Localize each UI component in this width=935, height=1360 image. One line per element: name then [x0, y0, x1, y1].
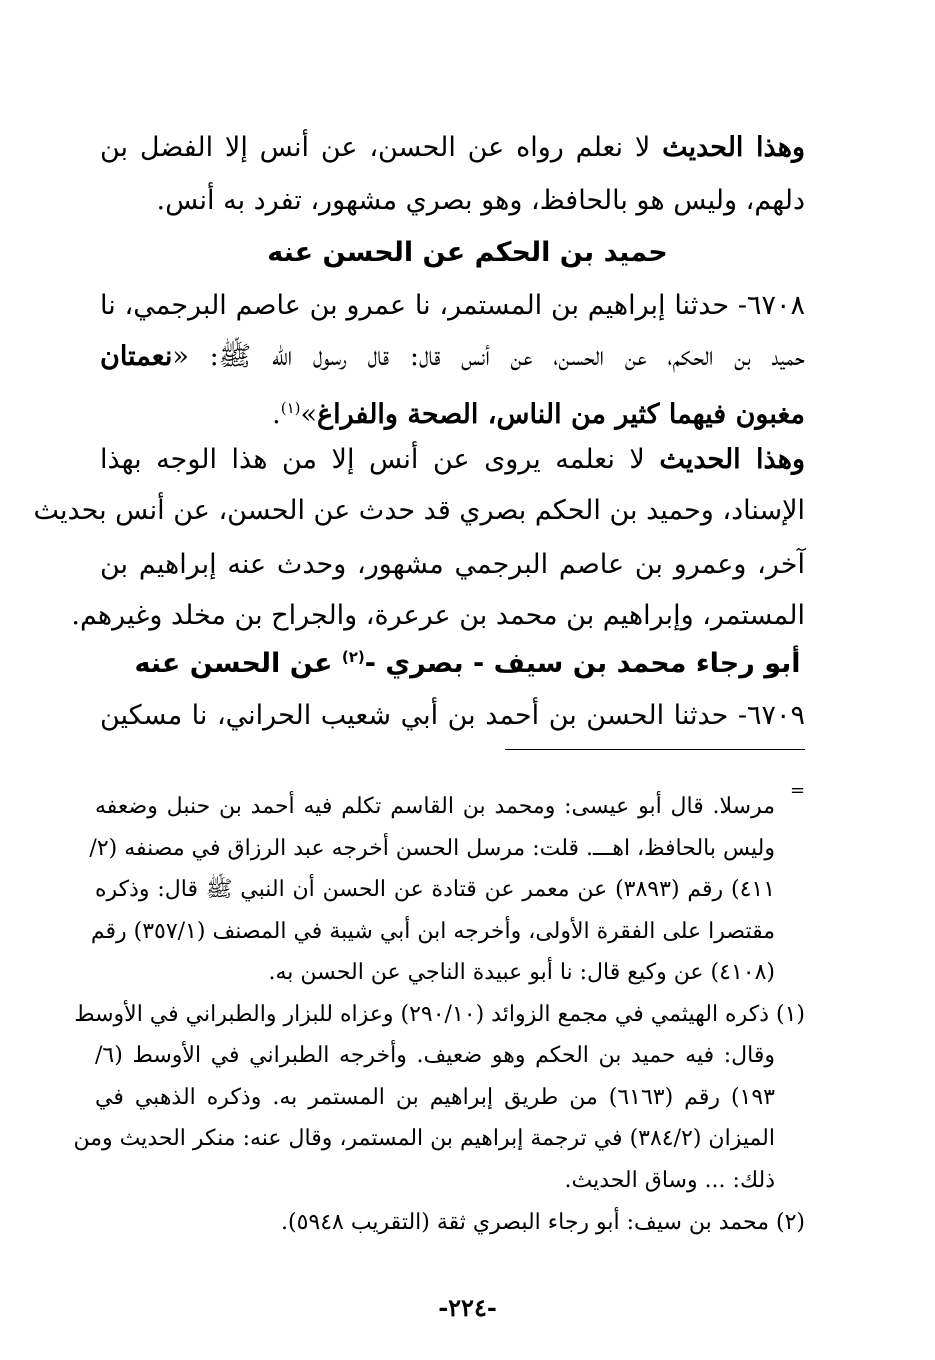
bold-quote: مغبون فيهما كثير من الناس، الصحة والفراغ	[317, 399, 805, 430]
heading-text: عن الحسن عنه	[134, 648, 342, 679]
footnote-line: (٤١٠٨) عن وكيع قال: نا أبو عبيدة الناجي عن الحسن به.	[268, 960, 775, 985]
text-line	[100, 388, 805, 435]
footnote-line: مرسلا. قال أبو عيسى: ومحمد بن القاسم تكلم فيه أحمد بن حنبل وضعفه	[95, 794, 775, 819]
heading-text: أبو رجاء محمد بن سيف - بصري -	[364, 648, 801, 679]
text-line	[100, 128, 805, 168]
bold-lead: وهذا الحديث	[659, 444, 805, 475]
text-line: دلهم، وليس هو بالحافظ، وهو بصري مشهور، تفرد به أنس.	[156, 185, 805, 216]
footnote-line: وليس بالحافظ، اهـــ. قلت: مرسل الحسن أخرجه عبد الرزاق في مصنفه (٢/	[89, 836, 775, 861]
section-heading: حميد بن الحكم عن الحسن عنه	[267, 237, 668, 268]
section-heading	[0, 648, 935, 679]
footnote-line: ذلك: ... وساق الحديث.	[564, 1168, 775, 1193]
bold-quote: نعمتان	[100, 341, 173, 372]
footnote-line: ١٩٣) رقم (٦١٦٣) من طريق إبراهيم بن المستمر به. وذكره الذهبي في	[95, 1085, 775, 1110]
footnote-rule	[505, 749, 805, 750]
footnote-line: ٤١١) رقم (٣٨٩٣) عن معمر عن قتادة عن الحسن أن النبي ﷺ قال: وذكره	[95, 877, 776, 902]
line-end: .	[272, 399, 281, 430]
continuation-mark: =	[790, 780, 806, 801]
page-number: -٢٢٤-	[438, 1293, 497, 1322]
text-line	[100, 337, 805, 377]
footnote-line: مقتصرا على الفقرة الأولى، وأخرجه ابن أبي شيبة في المصنف (٣٥٧/١) رقم	[90, 919, 775, 944]
text-line: الإسناد، وحميد بن الحكم بصري قد حدث عن الحسن، عن أنس بحديث	[33, 495, 805, 526]
text-line: آخر، وعمرو بن عاصم البرجمي مشهور، وحدث عنه إبراهيم بن	[100, 549, 805, 580]
footnote-line: (١) ذكره الهيثمي في مجمع الزوائد (٢٩٠/١٠) وعزاه للبزار والطبراني في الأوسط	[74, 1002, 805, 1027]
footnote-ref: (٢)	[341, 648, 365, 666]
quote-close: »	[300, 399, 318, 430]
text-line: ٦٧٠٩- حدثنا الحسن بن أحمد بن أبي شعيب الحراني، نا مسكين	[100, 700, 805, 731]
text-line	[100, 440, 805, 480]
line-text: حميد بن الحكم، عن الحسن، عن أنس قال: قال رسول الله ﷺ: «	[172, 341, 805, 372]
line-text: لا نعلمه يروى عن أنس إلا من هذا الوجه بهذا	[100, 444, 660, 475]
footnote-ref: (١)	[280, 399, 301, 417]
footnote-line: وقال: فيه حميد بن الحكم وهو ضعيف. وأخرجه الطبراني في الأوسط (٦/	[95, 1043, 775, 1068]
text-line: المستمر، وإبراهيم بن محمد بن عرعرة، والجراح بن مخلد وغيرهم.	[71, 600, 805, 631]
footnote-line: (٢) محمد بن سيف: أبو رجاء البصري ثقة (التقريب ٥٩٤٨).	[280, 1210, 805, 1235]
text-line: ٦٧٠٨- حدثنا إبراهيم بن المستمر، نا عمرو بن عاصم البرجمي، نا	[100, 290, 805, 321]
bold-lead: وهذا الحديث	[662, 132, 805, 163]
footnote-line: الميزان (٣٨٤/٢) في ترجمة إبراهيم بن المستمر، وقال عنه: منكر الحديث ومن	[73, 1126, 775, 1151]
line-text: لا نعلم رواه عن الحسن، عن أنس إلا الفضل بن	[100, 132, 663, 163]
